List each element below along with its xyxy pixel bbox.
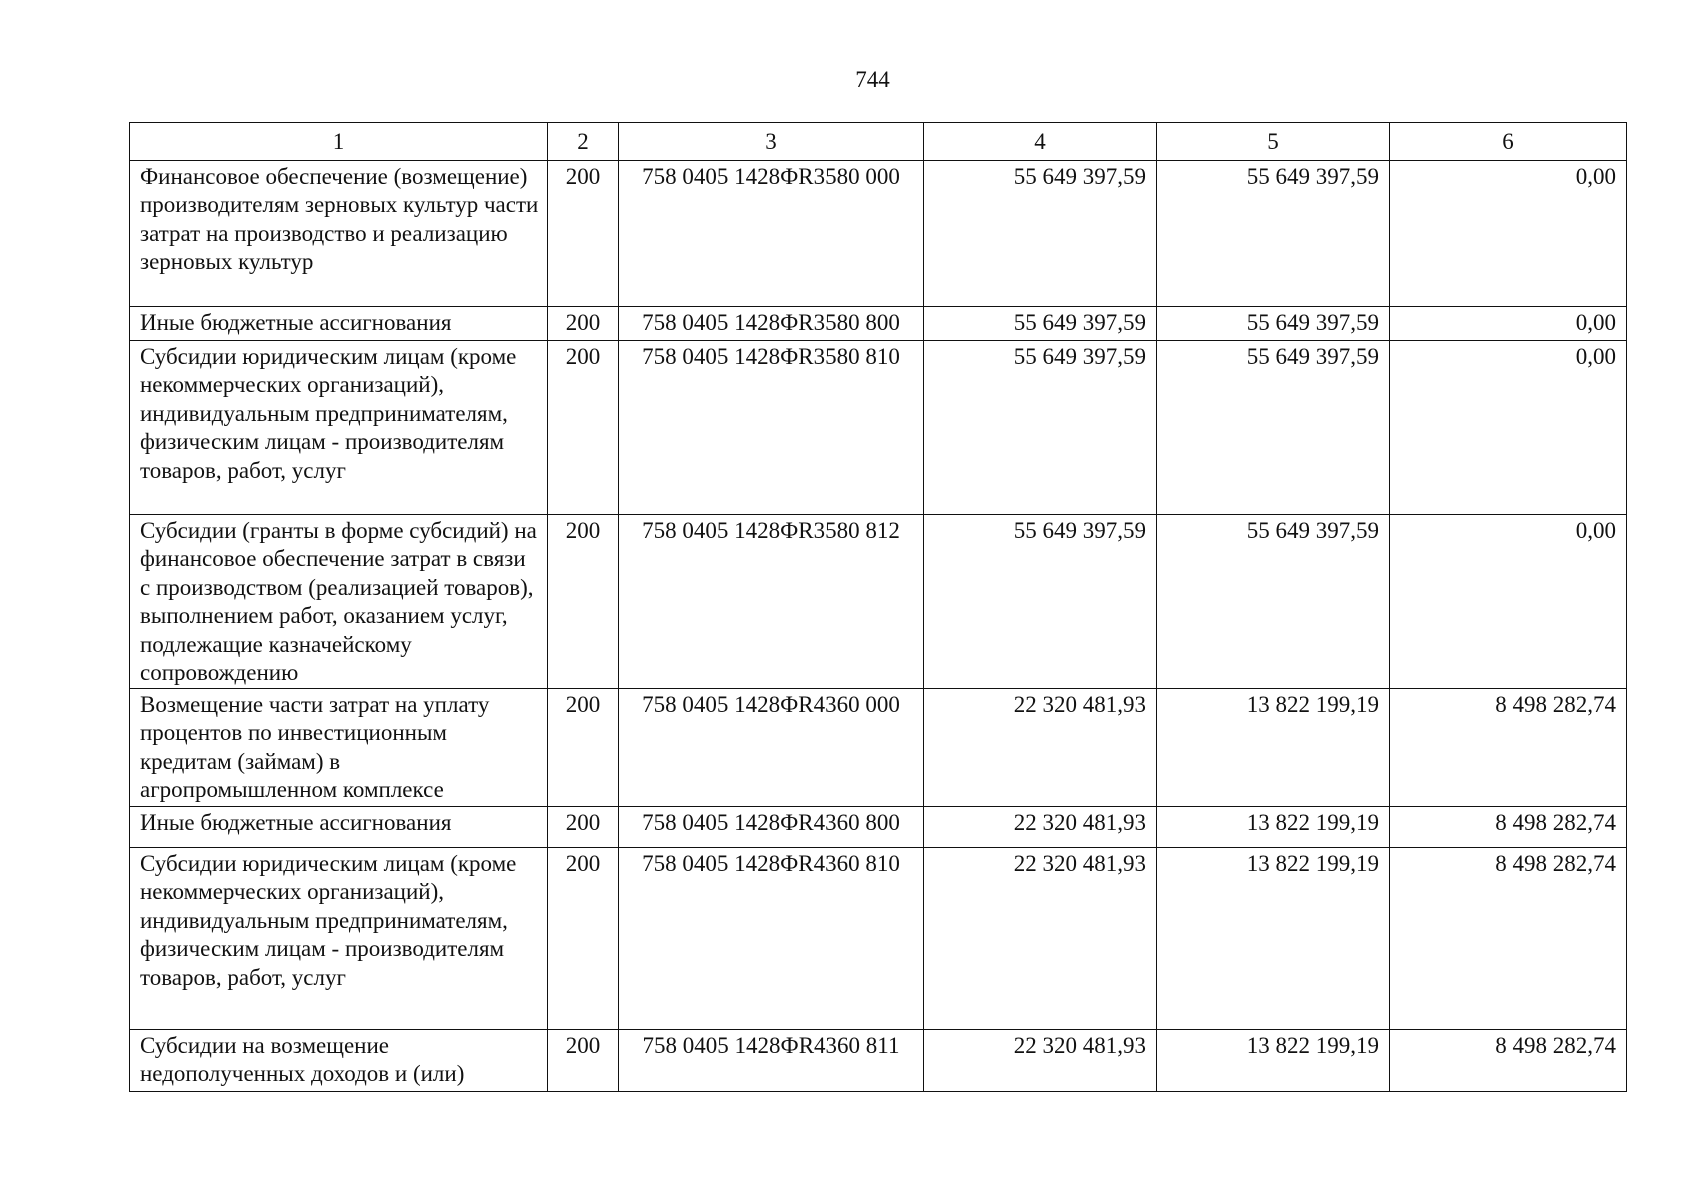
row-classification: 758 0405 1428ФR4360 811: [619, 1030, 924, 1092]
row-col6-value: 0,00: [1390, 515, 1627, 689]
column-number-row: [130, 123, 1627, 161]
row-classification: 758 0405 1428ФR4360 810: [619, 848, 924, 1030]
budget-table: [129, 122, 1627, 1092]
column-header-3: 3: [619, 123, 924, 161]
row-name: Субсидии на возмещение недополученных доходов и (или): [130, 1030, 548, 1092]
row-name: Иные бюджетные ассигнования: [130, 307, 548, 341]
row-code: 200: [548, 689, 619, 807]
row-classification: 758 0405 1428ФR4360 000: [619, 689, 924, 807]
row-col5-value: 55 649 397,59: [1157, 161, 1390, 307]
row-col4-value: 55 649 397,59: [924, 515, 1157, 689]
row-col4-value: 22 320 481,93: [924, 689, 1157, 807]
row-col6-value: 8 498 282,74: [1390, 848, 1627, 1030]
row-name: Субсидии юридическим лицам (кроме некоммерческих организаций), индивидуальным предпринимателям, физическим лицам - производителям товаров, работ, услуг: [130, 341, 548, 515]
row-col5-value: 13 822 199,19: [1157, 1030, 1390, 1092]
row-col6-value: 0,00: [1390, 307, 1627, 341]
row-name: Возмещение части затрат на уплату процентов по инвестиционным кредитам (займам) в агропромышленном комплексе: [130, 689, 548, 807]
row-col5-value: 13 822 199,19: [1157, 807, 1390, 848]
row-code: 200: [548, 341, 619, 515]
row-col6-value: 0,00: [1390, 341, 1627, 515]
row-code: 200: [548, 807, 619, 848]
table-row: [130, 848, 1627, 1030]
row-col5-value: 55 649 397,59: [1157, 307, 1390, 341]
row-col6-value: 8 498 282,74: [1390, 1030, 1627, 1092]
row-code: 200: [548, 161, 619, 307]
table-row: [130, 161, 1627, 307]
row-classification: 758 0405 1428ФR3580 810: [619, 341, 924, 515]
row-name: Финансовое обеспечение (возмещение) производителям зерновых культур части затрат на производство и реализацию зерновых культур: [130, 161, 548, 307]
row-code: 200: [548, 1030, 619, 1092]
row-name: Субсидии (гранты в форме субсидий) на финансовое обеспечение затрат в связи с производством (реализацией товаров), выполнением работ, оказанием услуг, подлежащие казначейскому сопровождению: [130, 515, 548, 689]
row-col5-value: 13 822 199,19: [1157, 689, 1390, 807]
table-row: [130, 307, 1627, 341]
row-classification: 758 0405 1428ФR4360 800: [619, 807, 924, 848]
row-col6-value: 0,00: [1390, 161, 1627, 307]
row-col4-value: 22 320 481,93: [924, 807, 1157, 848]
table-row: [130, 1030, 1627, 1092]
row-col6-value: 8 498 282,74: [1390, 807, 1627, 848]
column-header-2: 2: [548, 123, 619, 161]
table-row: [130, 807, 1627, 848]
row-col5-value: 55 649 397,59: [1157, 341, 1390, 515]
table-row: [130, 515, 1627, 689]
row-col5-value: 55 649 397,59: [1157, 515, 1390, 689]
page-number: 744: [855, 67, 890, 92]
row-col4-value: 55 649 397,59: [924, 307, 1157, 341]
row-name: Субсидии юридическим лицам (кроме некоммерческих организаций), индивидуальным предпринимателям, физическим лицам - производителям товаров, работ, услуг: [130, 848, 548, 1030]
row-col4-value: 55 649 397,59: [924, 341, 1157, 515]
row-classification: 758 0405 1428ФR3580 800: [619, 307, 924, 341]
row-col6-value: 8 498 282,74: [1390, 689, 1627, 807]
row-classification: 758 0405 1428ФR3580 812: [619, 515, 924, 689]
row-code: 200: [548, 515, 619, 689]
row-col4-value: 22 320 481,93: [924, 1030, 1157, 1092]
column-header-5: 5: [1157, 123, 1390, 161]
row-name: Иные бюджетные ассигнования: [130, 807, 548, 848]
table-row: [130, 689, 1627, 807]
row-col5-value: 13 822 199,19: [1157, 848, 1390, 1030]
row-code: 200: [548, 848, 619, 1030]
column-header-4: 4: [924, 123, 1157, 161]
row-col4-value: 22 320 481,93: [924, 848, 1157, 1030]
row-col4-value: 55 649 397,59: [924, 161, 1157, 307]
column-header-6: 6: [1390, 123, 1627, 161]
table-row: [130, 341, 1627, 515]
row-code: 200: [548, 307, 619, 341]
row-classification: 758 0405 1428ФR3580 000: [619, 161, 924, 307]
column-header-1: 1: [130, 123, 548, 161]
